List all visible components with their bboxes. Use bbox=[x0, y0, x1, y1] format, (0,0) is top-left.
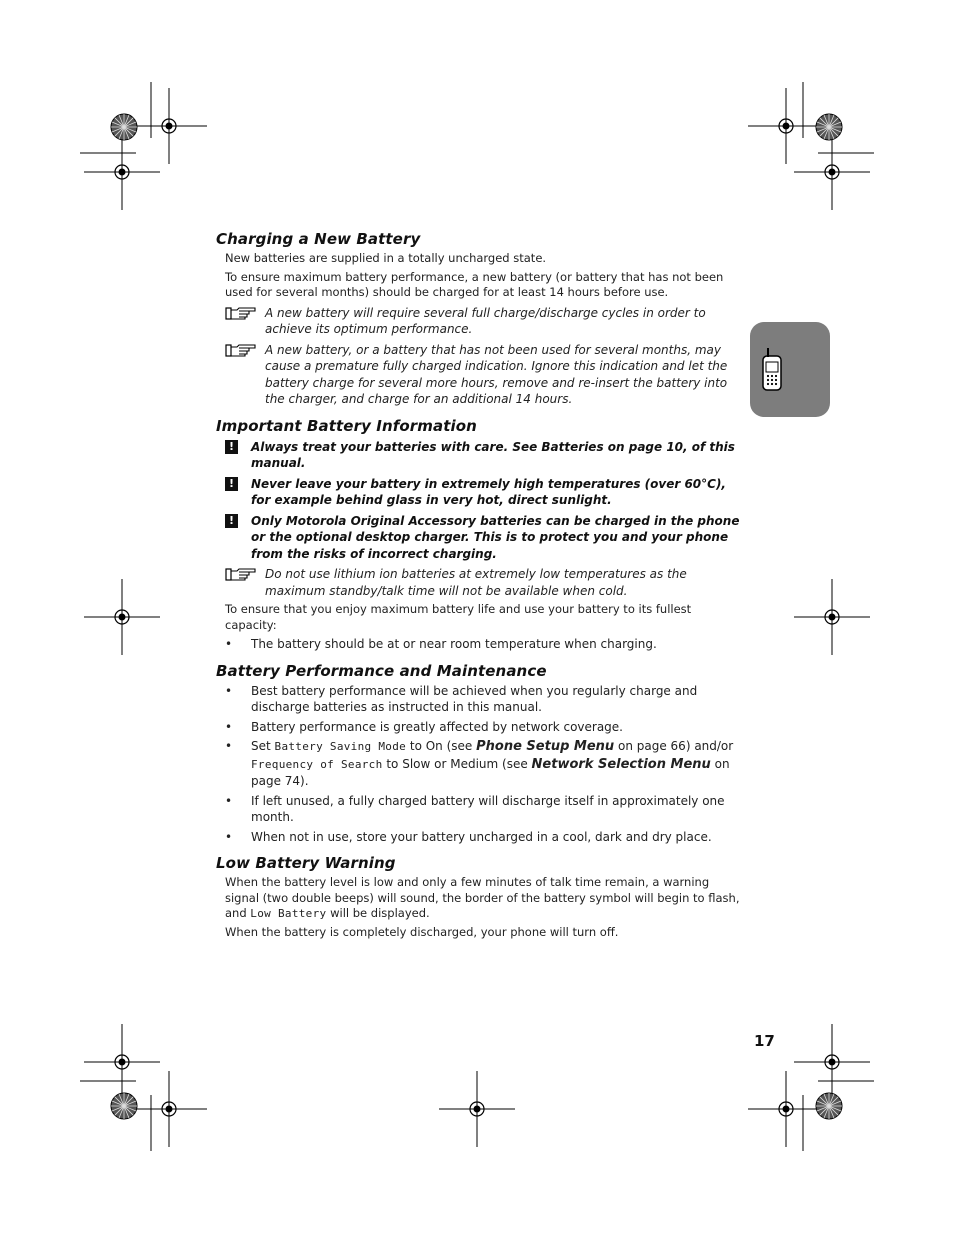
warning-text: Never leave your battery in extremely high temperatures (over 60°C), for example behind glass in very hot, direct sunlight. bbox=[251, 476, 726, 507]
paragraph: To ensure maximum battery performance, a new battery (or battery that has not been used for several months) should be charged for at least 14 hours before use. bbox=[225, 269, 724, 299]
text-page-74: on page 74). bbox=[251, 756, 730, 788]
section-performance bbox=[216, 662, 740, 846]
warning bbox=[225, 513, 740, 563]
section-low-battery bbox=[216, 854, 740, 940]
display-text-low-battery: Low Battery bbox=[250, 907, 327, 920]
section-title: Charging a New Battery bbox=[216, 230, 421, 248]
text-set: Set bbox=[251, 739, 275, 753]
text-page-66: on page 66) and/or bbox=[614, 739, 734, 753]
list-item: • If left unused, a fully charged battery will discharge itself in approximately one month. bbox=[225, 793, 725, 824]
list-item: • Set Battery Saving Mode to On (see Phone Setup Menu on page 66) and/or Frequency of Search to Slow or Medium (see Network Selection Menu on page 74). bbox=[225, 739, 734, 788]
pointing-hand-icon bbox=[225, 344, 257, 357]
paragraph: When the battery is completely discharged, your phone will turn off. bbox=[225, 924, 619, 939]
chapter-tab bbox=[750, 322, 830, 417]
list-item: • Best battery performance will be achieved when you regularly charge and discharge batteries as instructed in this manual. bbox=[225, 683, 698, 714]
text: will be displayed. bbox=[326, 906, 430, 920]
paragraph: To ensure that you enjoy maximum battery life and use your battery to its fullest capacity: bbox=[225, 602, 692, 632]
warning bbox=[225, 439, 740, 472]
display-text-frequency-of-search: Frequency of Search bbox=[251, 757, 383, 771]
note bbox=[225, 342, 740, 408]
note-text: A new battery will require several full charge/discharge cycles in order to achieve its optimum performance. bbox=[265, 305, 706, 336]
list-item-text: Battery performance is greatly affected by network coverage. bbox=[251, 719, 623, 734]
menu-ref-phone-setup: Phone Setup Menu bbox=[476, 739, 615, 754]
page-number: 17 bbox=[754, 1032, 775, 1050]
warning bbox=[225, 476, 740, 509]
list-item-text: If left unused, a fully charged battery will discharge itself in approximately one month. bbox=[251, 793, 725, 824]
pointing-hand-icon bbox=[225, 568, 257, 581]
list-item-text: Best battery performance will be achieved when you regularly charge and discharge batteries as instructed in this manual. bbox=[251, 683, 698, 714]
note-text: A new battery, or a battery that has not been used for several months, may cause a premature fully charged indication. Ignore this indication and let the battery charge for several more hours, remove and re-insert the battery into the charger, and charge for an additional 14 hours. bbox=[265, 342, 728, 406]
note-text: Do not use lithium ion batteries at extremely low temperatures as the maximum standby/talk time will not be available when cold. bbox=[265, 567, 687, 598]
bullet-list bbox=[216, 636, 740, 653]
pointing-hand-icon bbox=[225, 307, 257, 320]
list-item-text: The battery should be at or near room temperature when charging. bbox=[251, 637, 657, 651]
section-important bbox=[216, 417, 740, 653]
page-content bbox=[216, 230, 740, 940]
list-item-text: When not in use, store your battery uncharged in a cool, dark and dry place. bbox=[251, 829, 712, 844]
text: When the battery level is low and only a few minutes of talk time remain, a warning signal (two double beeps) will sound, the border of the battery symbol will begin to flash, and bbox=[225, 875, 740, 920]
phone-icon bbox=[760, 348, 820, 392]
display-text-battery-saving-mode: Battery Saving Mode bbox=[274, 740, 407, 753]
exclamation-icon: ! bbox=[225, 440, 238, 454]
warning-text: Always treat your batteries with care. See Batteries on page 10, of this manual. bbox=[251, 439, 735, 470]
text-to-slow: to Slow or Medium (see bbox=[382, 756, 532, 771]
section-charging bbox=[216, 230, 740, 408]
paragraph bbox=[225, 875, 740, 922]
list-item: • Battery performance is greatly affected by network coverage. bbox=[225, 719, 623, 734]
exclamation-icon: ! bbox=[225, 514, 238, 528]
section-title: Battery Performance and Maintenance bbox=[216, 661, 547, 680]
list-item: • The battery should be at or near room temperature when charging. bbox=[225, 637, 657, 651]
warning-text: Only Motorola Original Accessory batteries can be charged in the phone or the optional desktop charger. This is to protect you and your phone from the risks of incorrect charging. bbox=[251, 513, 740, 561]
section-title: Low Battery Warning bbox=[216, 854, 396, 872]
text-to-on: to On (see bbox=[406, 739, 477, 753]
exclamation-icon: ! bbox=[225, 477, 238, 491]
bullet-list bbox=[216, 683, 740, 846]
section-title: Important Battery Information bbox=[216, 416, 477, 435]
list-item: • When not in use, store your battery uncharged in a cool, dark and dry place. bbox=[225, 829, 712, 844]
note bbox=[225, 305, 740, 338]
paragraph: New batteries are supplied in a totally uncharged state. bbox=[225, 251, 547, 265]
menu-ref-network-selection: Network Selection Menu bbox=[531, 756, 711, 772]
note bbox=[225, 566, 740, 599]
